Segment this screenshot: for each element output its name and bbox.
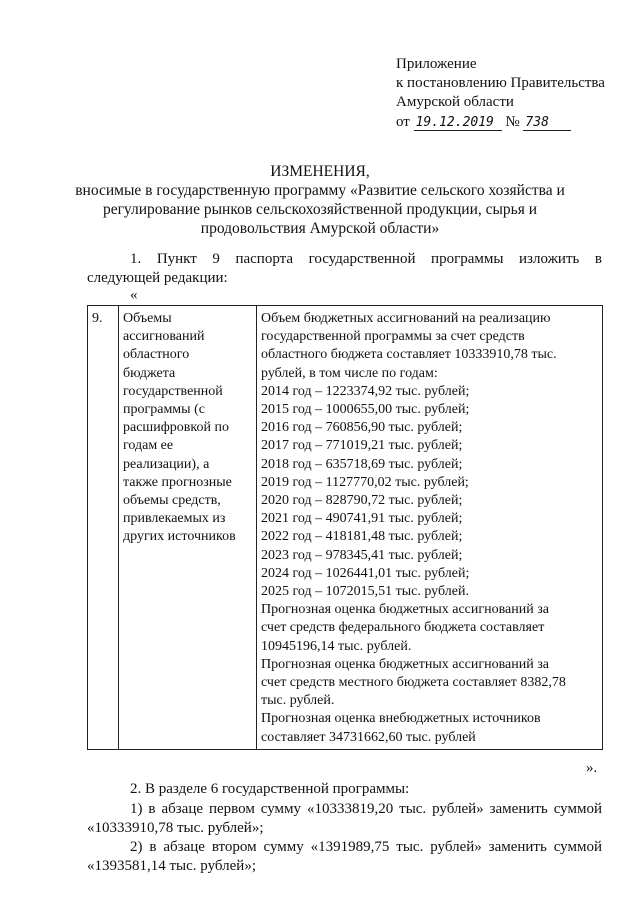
table-cell-line: годам ее bbox=[123, 438, 174, 454]
table-cell-line: 2019 год – 1127770,02 тыс. рублей; bbox=[261, 474, 469, 490]
table-cell-line: 10945196,14 тыс. рублей. bbox=[261, 638, 412, 654]
item2-sub2-line2: «1393581,14 тыс. рублей»; bbox=[87, 858, 256, 874]
table-cell-line: 2017 год – 771019,21 тыс. рублей; bbox=[261, 438, 463, 454]
item2-sub1-line2: «10333910,78 тыс. рублей»; bbox=[87, 820, 264, 836]
table-cell-line: 2020 год – 828790,72 тыс. рублей; bbox=[261, 493, 463, 509]
table-cell-line: государственной bbox=[123, 383, 223, 399]
item2-heading: 2. В разделе 6 государственной программы: bbox=[130, 781, 410, 797]
table-cell-line: расшифровкой по bbox=[123, 420, 229, 436]
appendix-resolution: к постановлению Правительства bbox=[396, 75, 605, 91]
table-cell-line: 2024 год – 1026441,01 тыс. рублей; bbox=[261, 565, 470, 581]
passport-table bbox=[87, 305, 603, 750]
table-cell-line: 2016 год – 760856,90 тыс. рублей; bbox=[261, 420, 463, 436]
row-number: 9. bbox=[88, 306, 119, 750]
table-cell-line: 2014 год – 1223374,92 тыс. рублей; bbox=[261, 383, 470, 399]
appendix-block bbox=[396, 55, 605, 132]
appendix-title: Приложение bbox=[396, 56, 477, 72]
table-cell-line: Прогнозная оценка бюджетных ассигнований за bbox=[261, 602, 549, 618]
open-quote: « bbox=[130, 287, 138, 303]
item1-text-line2: следующей редакции: bbox=[87, 270, 228, 286]
handwritten-number: 738 bbox=[523, 116, 571, 131]
handwritten-date: 19.12.2019 bbox=[414, 116, 502, 131]
table-cell-line: других источников bbox=[123, 529, 236, 545]
table-cell-line: также прогнозные bbox=[123, 474, 232, 490]
table-cell-line: рублей, в том числе по годам: bbox=[261, 365, 438, 381]
document-subtitle-line2: регулирование рынков сельскохозяйственной продукции, сырья и bbox=[102, 201, 538, 218]
table-cell-line: Объем бюджетных ассигнований на реализацию bbox=[261, 311, 551, 326]
from-label: от bbox=[396, 114, 410, 130]
table-cell-line: 2025 год – 1072015,51 тыс. рублей. bbox=[261, 584, 469, 600]
close-quote: ». bbox=[586, 760, 598, 776]
table-cell-line: программы (с bbox=[123, 402, 205, 418]
appendix-date-line bbox=[396, 113, 605, 132]
number-label: № bbox=[505, 114, 520, 130]
table-cell-line: областного бюджета составляет 10333910,78 тыс. bbox=[261, 347, 557, 363]
item2-sub1-line1: 1) в абзаце первом сумму «10333819,20 тыс. рублей» заменить суммой bbox=[130, 801, 602, 817]
item2-sub2-line1: 2) в абзаце втором сумму «1391989,75 тыс. рублей» заменить суммой bbox=[130, 839, 602, 855]
table-cell-line: Объемы bbox=[123, 311, 172, 326]
left-cell bbox=[119, 306, 257, 750]
document-subtitle-line1: вносимые в государственную программу «Развитие сельского хозяйства и bbox=[75, 182, 565, 199]
document-heading: ИЗМЕНЕНИЯ, bbox=[270, 163, 370, 180]
table-cell-line: тыс. рублей. bbox=[261, 693, 335, 709]
table-cell-line: областного bbox=[123, 347, 190, 363]
table-cell-line: счет средств федерального бюджета составляет bbox=[261, 620, 545, 636]
table-cell-line: составляет 34731662,60 тыс. рублей bbox=[261, 729, 476, 745]
table-cell-line: счет средств местного бюджета составляет 8382,78 bbox=[261, 675, 566, 691]
table-row bbox=[88, 306, 603, 750]
document-subtitle-line3: продовольствия Амурской области» bbox=[200, 220, 440, 237]
table-cell-line: государственной программы за счет средств bbox=[261, 329, 525, 345]
table-cell-line: 2018 год – 635718,69 тыс. рублей; bbox=[261, 456, 463, 472]
table-cell-line: 2015 год – 1000655,00 тыс. рублей; bbox=[261, 402, 470, 418]
right-cell bbox=[257, 306, 603, 750]
table-cell-line: Прогнозная оценка внебюджетных источников bbox=[261, 711, 541, 727]
table-cell-line: объемы средств, bbox=[123, 493, 221, 509]
table-cell-line: 2023 год – 978345,41 тыс. рублей; bbox=[261, 547, 463, 563]
table-cell-line: реализации), а bbox=[123, 456, 210, 472]
table-cell-line: ассигнований bbox=[123, 329, 205, 345]
appendix-region: Амурской области bbox=[396, 94, 514, 110]
table-cell-line: Прогнозная оценка бюджетных ассигнований за bbox=[261, 656, 549, 672]
table-cell-line: 2022 год – 418181,48 тыс. рублей; bbox=[261, 529, 463, 545]
table-cell-line: привлекаемых из bbox=[123, 511, 226, 527]
table-cell-line: бюджета bbox=[123, 365, 176, 381]
item1-text-line1: 1. Пункт 9 паспорта государственной программы изложить в bbox=[130, 251, 602, 267]
table-cell-line: 2021 год – 490741,91 тыс. рублей; bbox=[261, 511, 463, 527]
